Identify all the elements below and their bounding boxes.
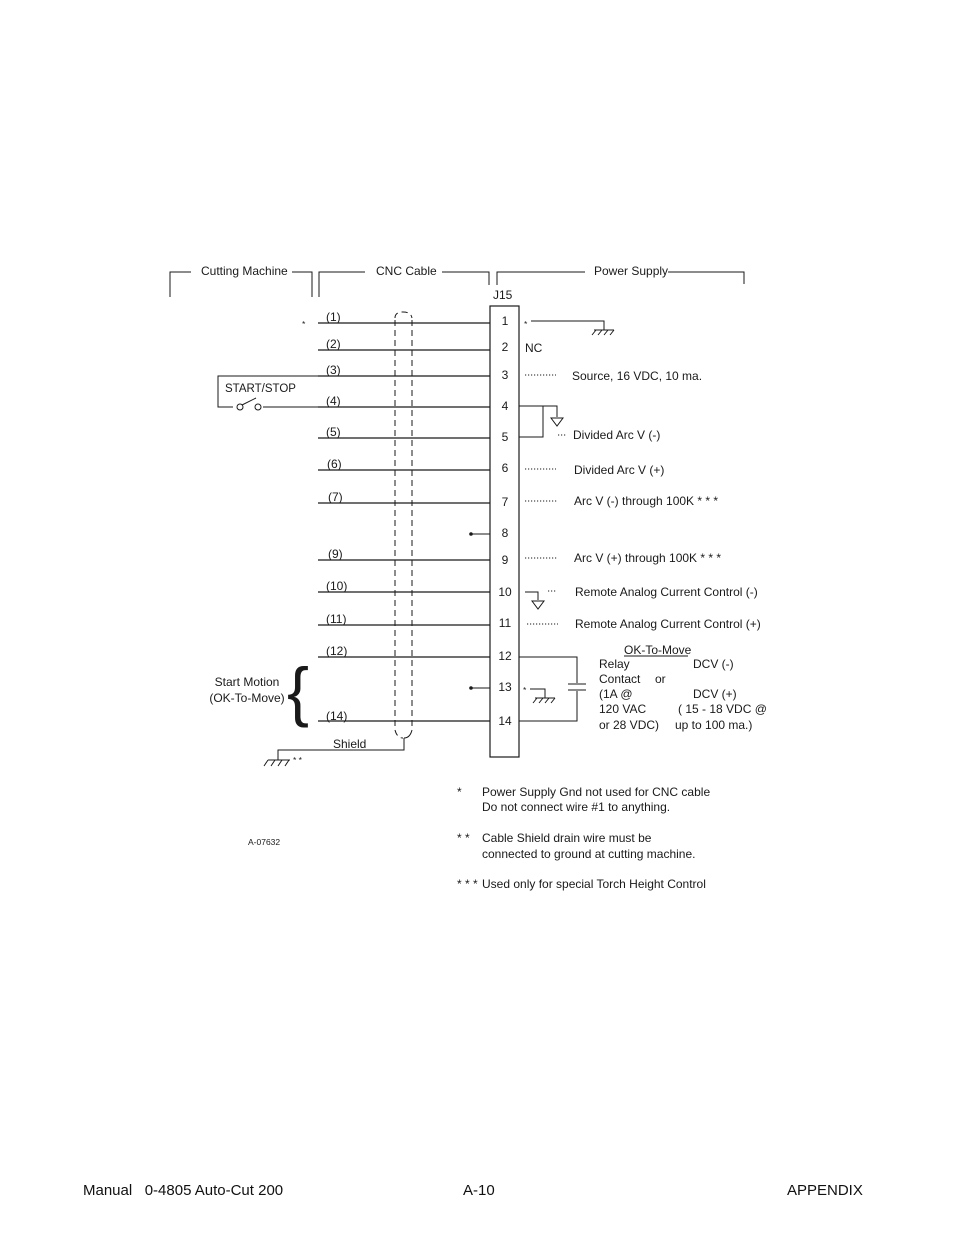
header-cutting-machine: Cutting Machine (201, 264, 288, 278)
pin-number: 1 (501, 314, 509, 328)
wire-number: (3) (326, 363, 341, 377)
wire-number: (6) (327, 457, 342, 471)
shield-note-mark: * * (293, 755, 302, 765)
wire-number: (14) (326, 709, 348, 723)
wire-number: (11) (326, 612, 347, 626)
figure-id: A-07632 (248, 837, 281, 847)
vac-label: 120 VAC (599, 702, 647, 716)
pin4-ground-wire (519, 406, 557, 417)
connector-label-j15: J15 (493, 288, 513, 302)
pin-number: 14 (498, 714, 512, 728)
pin1-ground-wire (531, 321, 604, 330)
ground-icon (551, 418, 563, 426)
pin3-label: Source, 16 VDC, 10 ma. (572, 369, 703, 383)
footer-manual: Manual 0-4805 Auto-Cut 200 (83, 1182, 284, 1199)
pin8-terminal (469, 532, 473, 536)
vdc28-label: or 28 VDC) (599, 718, 660, 732)
wire-number: (12) (326, 644, 348, 658)
pin-number: 3 (501, 368, 509, 382)
pin13-ground-wire (530, 689, 545, 698)
pin-number: 9 (501, 553, 509, 567)
pin7-label: Arc V (-) through 100K * * * (574, 494, 719, 508)
ground-icon (264, 760, 290, 766)
note-text: Do not connect wire #1 to anything. (482, 800, 671, 814)
ground-icon (592, 330, 614, 335)
pin1-note-mark: * (524, 319, 528, 329)
ground-icon (532, 601, 544, 609)
pin-number: 12 (498, 649, 512, 663)
relay-label: Relay (599, 657, 630, 671)
wire-number: (1) (326, 310, 341, 324)
wire-number: (4) (326, 394, 341, 408)
current-limit-label: up to 100 ma.) (675, 718, 753, 732)
or-label: or (655, 672, 666, 686)
pin-number: 13 (498, 680, 512, 694)
relay-contact-wire-top (519, 657, 577, 683)
pin10-ground-wire (525, 592, 538, 600)
note-mark: * (457, 785, 462, 799)
wire-number: (2) (326, 337, 341, 351)
rating-label: (1A @ (599, 687, 633, 701)
pin-number: 8 (501, 526, 509, 540)
pin-number: 10 (498, 585, 512, 599)
ok-to-move-title: OK-To-Move (624, 643, 692, 657)
pin9-label: Arc V (+) through 100K * * * (574, 551, 722, 565)
cable-wires (318, 323, 490, 721)
pin13-note-mark: * (523, 685, 527, 695)
wire-number-labels (326, 310, 347, 723)
pin5-link-wire (519, 406, 543, 437)
header-cnc-cable: CNC Cable (376, 264, 437, 278)
wire1-note-mark: * (302, 319, 306, 329)
pin-number: 2 (501, 340, 509, 354)
ground-icon (533, 698, 555, 703)
pin-number: 7 (501, 495, 509, 509)
wire-number: (10) (326, 579, 348, 593)
start-stop-label: START/STOP (225, 383, 296, 395)
pin10-label: Remote Analog Current Control (-) (575, 585, 758, 599)
header-power-supply: Power Supply (594, 264, 669, 278)
pin13-terminal (469, 686, 473, 690)
footer-section: APPENDIX (787, 1182, 863, 1199)
pin-number: 5 (501, 430, 509, 444)
note-text: Used only for special Torch Height Control (482, 877, 706, 891)
footer-page-number: A-10 (463, 1182, 495, 1199)
start-motion-brace: { (287, 654, 310, 728)
wire-number: (7) (328, 490, 343, 504)
contact-label: Contact (599, 672, 641, 686)
note-mark: * * (457, 831, 470, 845)
note-text: Power Supply Gnd not used for CNC cable (482, 785, 711, 799)
vdc-range-label: ( 15 - 18 VDC @ (678, 702, 767, 716)
dcv-negative-label: DCV (-) (693, 657, 734, 671)
capacitor-icon (568, 684, 586, 690)
pin-number: 6 (501, 461, 509, 475)
start-motion-label: Start Motion (214, 675, 280, 689)
wire-number: (9) (328, 547, 343, 561)
note-text: Cable Shield drain wire must be (482, 831, 652, 845)
pin6-label: Divided Arc V (+) (574, 463, 665, 477)
pin-numbers (498, 314, 512, 728)
pin11-label: Remote Analog Current Control (+) (575, 617, 761, 631)
pin2-label: NC (525, 341, 543, 355)
pin-number: 4 (501, 399, 509, 413)
relay-contact-wire-bottom (519, 691, 577, 721)
shield-label: Shield (333, 737, 367, 751)
note-text: connected to ground at cutting machine. (482, 847, 696, 861)
note-mark: * * * (457, 877, 478, 891)
wire-number: (5) (326, 425, 341, 439)
switch-icon (237, 398, 261, 410)
pin5-label: Divided Arc V (-) (573, 428, 661, 442)
dcv-positive-label: DCV (+) (693, 687, 737, 701)
diagram-notes (457, 785, 710, 891)
pin-number: 11 (498, 616, 512, 630)
start-motion-sublabel: (OK-To-Move) (209, 691, 285, 705)
